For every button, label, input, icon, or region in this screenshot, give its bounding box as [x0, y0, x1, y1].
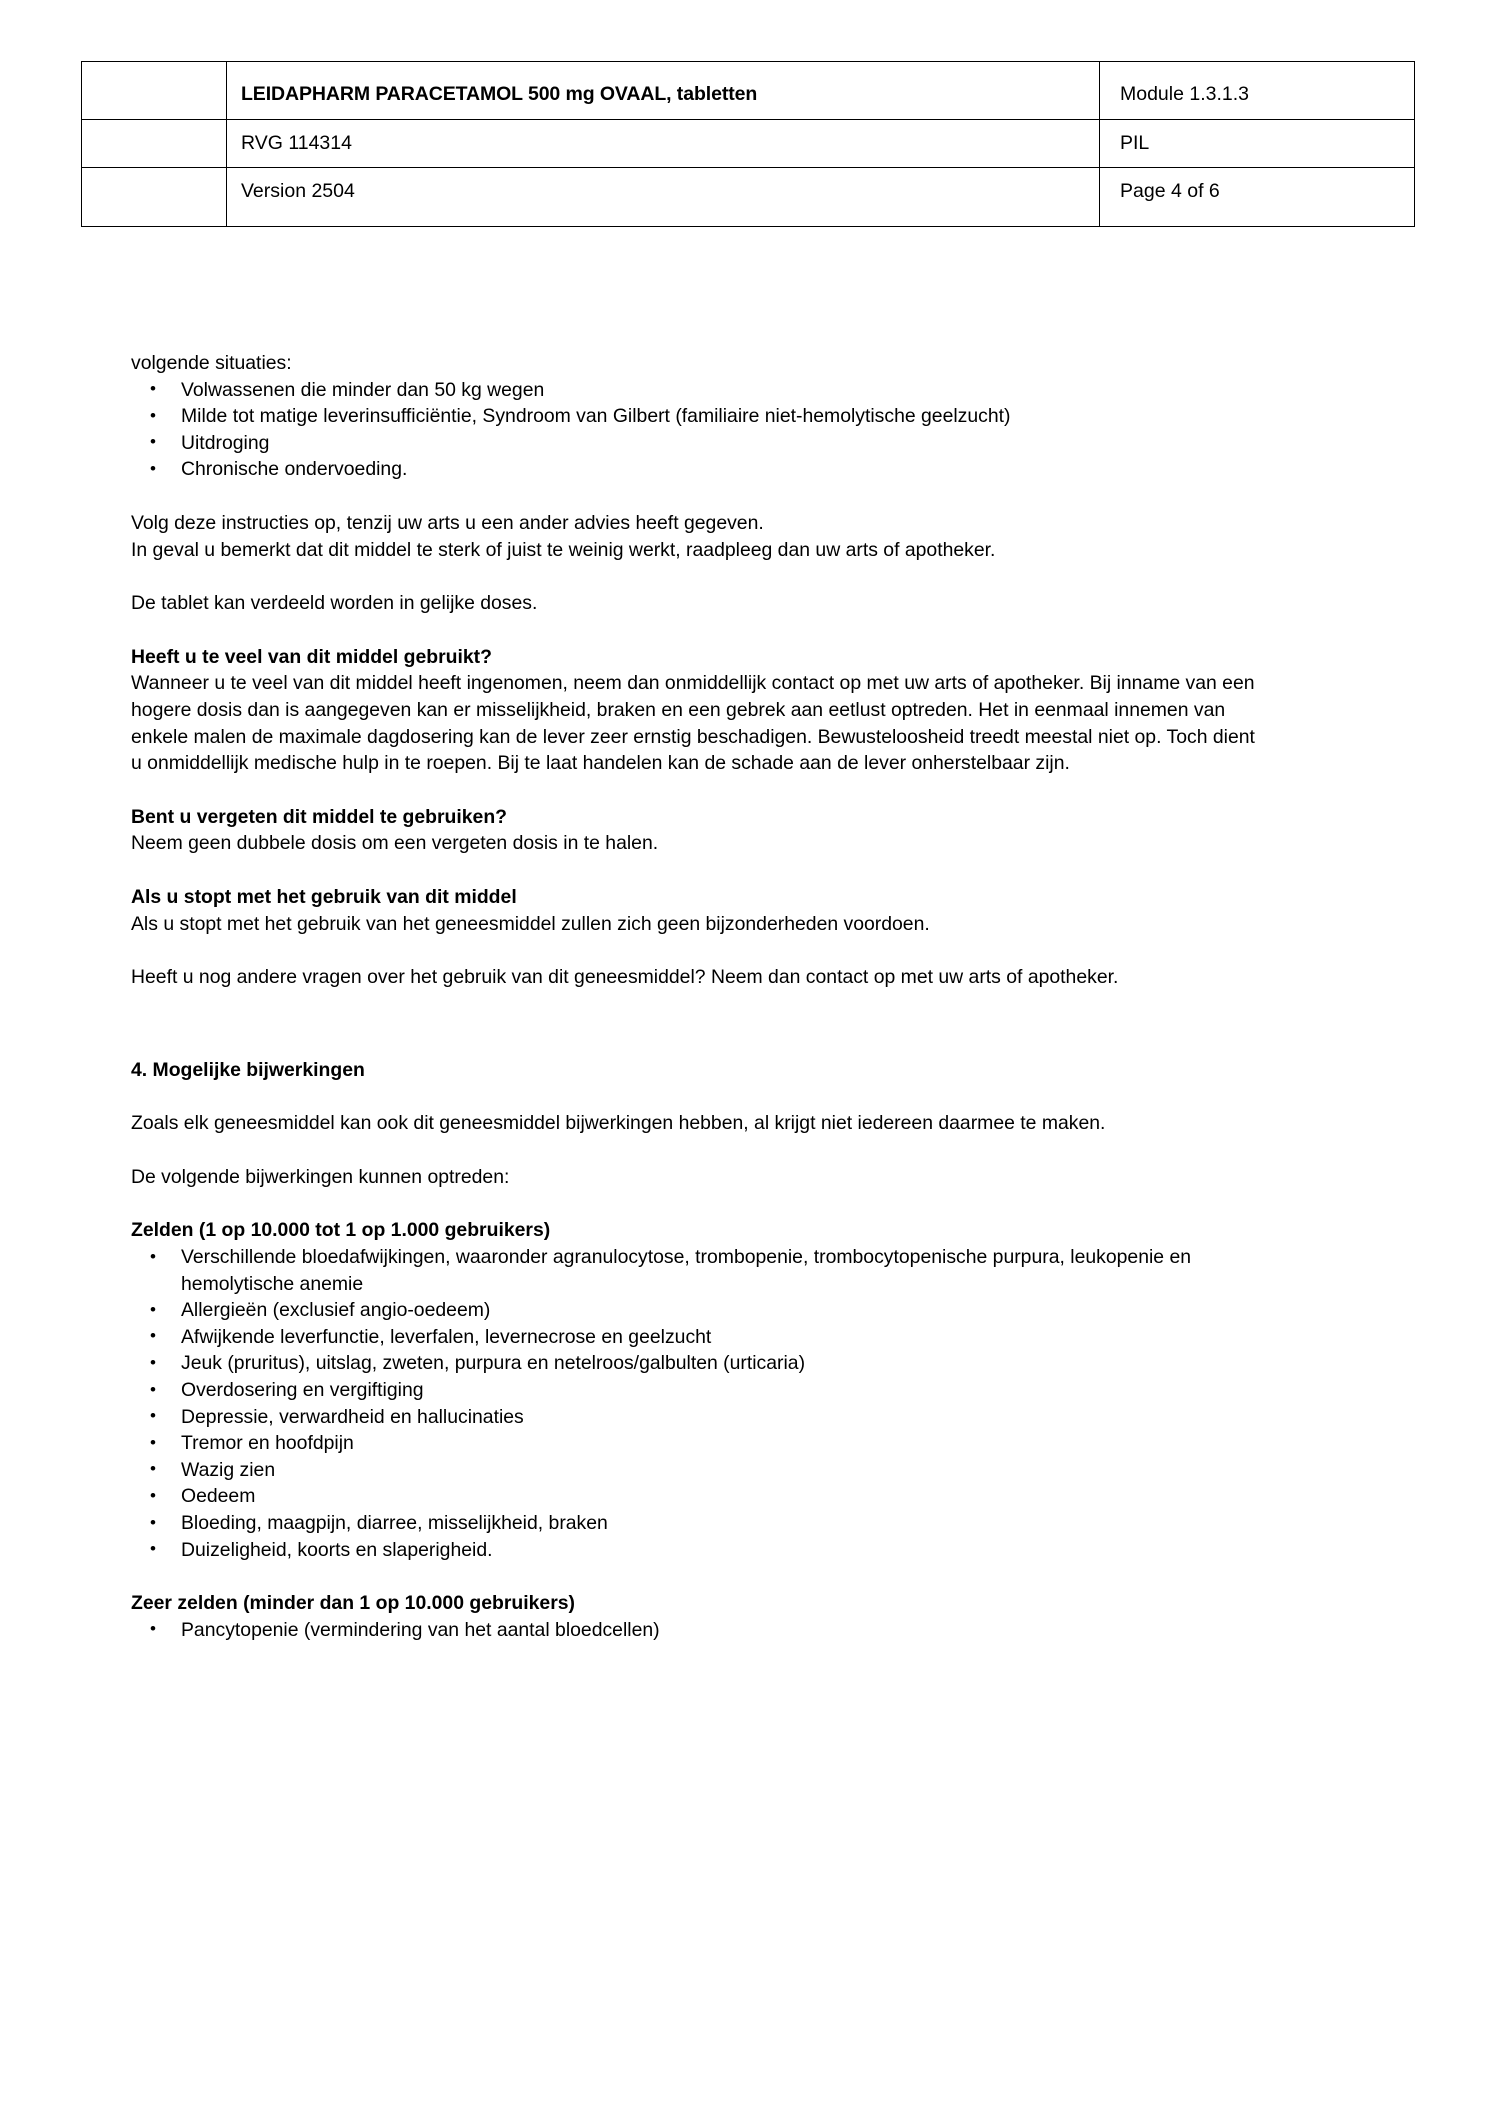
header-page-cell [1100, 168, 1415, 227]
spacer [131, 483, 1311, 510]
spacer [131, 1190, 1311, 1217]
overdose-text: Wanneer u te veel van dit middel heeft ingenomen, neem dan onmiddellijk contact op met uw arts of apotheker. Bij inname van een hogere dosis dan is aangegeven kan er misselijkheid, braken en een gebrek aan eetlust optreden. Het in eenmaal innemen van enkele malen de maximale dagdosering kan de lever zeer ernstig beschadigen. Bewusteloosheid treedt meestal niet op. Toch dient u onmiddellijk medische hulp in te roepen. Bij te laat handelen kan de schade aan de lever onherstelbaar zijn. [131, 672, 1255, 775]
very-rare-side-effects-list [131, 1617, 1311, 1644]
header-doctype-cell [1100, 119, 1415, 168]
instruction-line-1: Volg deze instructies op, tenzij uw arts u een ander advies heeft gegeven. [131, 511, 764, 534]
tablet-split-text: De tablet kan verdeeld worden in gelijke doses. [131, 592, 538, 615]
section-4-lead: De volgende bijwerkingen kunnen optreden: [131, 1165, 510, 1188]
situations-list [131, 377, 1311, 483]
intro-line: volgende situaties: [131, 352, 292, 374]
document-header-table [81, 61, 1415, 227]
list-item: • Wazig zien [131, 1457, 1361, 1484]
spacer [131, 991, 1311, 1057]
list-item: • Verschillende bloedafwijkingen, waaronder agranulocytose, trombopenie, trombocytopenische purpura, leukopenie en hemolytische anemie [131, 1244, 1301, 1297]
list-item: • Volwassenen die minder dan 50 kg wegen [131, 377, 1361, 404]
list-item: • Bloeding, maagpijn, diarree, misselijkheid, braken [131, 1510, 1361, 1537]
list-item: • Duizeligheid, koorts en slaperigheid. [131, 1537, 1361, 1564]
list-item: • Oedeem [131, 1483, 1361, 1510]
header-row-title [82, 62, 1415, 120]
header-row-version [82, 168, 1415, 227]
header-logo-cell-2 [82, 119, 227, 168]
spacer [131, 1083, 1311, 1110]
list-item: • Allergieën (exclusief angio-oedeem) [131, 1297, 1361, 1324]
spacer [131, 777, 1311, 804]
overdose-heading: Heeft u te veel van dit middel gebruikt? [131, 645, 492, 668]
header-version-cell [227, 168, 1100, 227]
rvg-number: RVG 114314 [241, 131, 352, 154]
rare-side-effects-list [131, 1244, 1311, 1563]
spacer [131, 1563, 1311, 1590]
missed-dose-text: Neem geen dubbele dosis om een vergeten dosis in te halen. [131, 832, 659, 855]
stop-use-heading: Als u stopt met het gebruik van dit middel [131, 885, 517, 908]
module-number: Module 1.3.1.3 [1120, 83, 1250, 105]
list-item: • Depressie, verwardheid en hallucinaties [131, 1404, 1361, 1431]
header-module-cell [1100, 62, 1415, 120]
list-item: • Chronische ondervoeding. [131, 456, 1361, 483]
list-item: • Afwijkende leverfunctie, leverfalen, levernecrose en geelzucht [131, 1324, 1361, 1351]
version-number: Version 2504 [241, 180, 355, 202]
list-item: • Jeuk (pruritus), uitslag, zweten, purpura en netelroos/galbulten (urticaria) [131, 1350, 1361, 1377]
header-rvg-cell [227, 119, 1100, 168]
missed-dose-heading: Bent u vergeten dit middel te gebruiken? [131, 805, 508, 828]
product-title: LEIDAPHARM PARACETAMOL 500 mg OVAAL, tabletten [241, 83, 758, 105]
rare-frequency-heading: Zelden (1 op 10.000 tot 1 op 1.000 gebruikers) [131, 1219, 551, 1242]
spacer [131, 1137, 1311, 1164]
list-item: • Tremor en hoofdpijn [131, 1430, 1361, 1457]
further-questions-text: Heeft u nog andere vragen over het gebruik van dit geneesmiddel? Neem dan contact op met uw arts of apotheker. [131, 966, 1119, 989]
spacer [131, 857, 1311, 884]
document-type: PIL [1120, 131, 1150, 154]
section-4-heading: 4. Mogelijke bijwerkingen [131, 1058, 365, 1081]
very-rare-frequency-heading: Zeer zelden (minder dan 1 op 10.000 gebruikers) [131, 1592, 575, 1615]
header-product-cell [227, 62, 1100, 120]
header-logo-cell-3 [82, 168, 227, 227]
spacer [131, 563, 1311, 590]
section-4-intro: Zoals elk geneesmiddel kan ook dit geneesmiddel bijwerkingen hebben, al krijgt niet iedereen daarmee te maken. [131, 1112, 1106, 1135]
list-item: • Overdosering en vergiftiging [131, 1377, 1361, 1404]
page-number: Page 4 of 6 [1120, 180, 1220, 202]
list-item: • Pancytopenie (vermindering van het aantal bloedcellen) [131, 1617, 1361, 1644]
spacer [131, 937, 1311, 964]
stop-use-text: Als u stopt met het gebruik van het geneesmiddel zullen zich geen bijzonderheden voordoen. [131, 912, 930, 935]
list-item: • Uitdroging [131, 430, 1361, 457]
header-row-rvg [82, 119, 1415, 168]
document-body [131, 350, 1311, 1643]
header-logo-cell [82, 62, 227, 120]
spacer [131, 617, 1311, 644]
list-item: • Milde tot matige leverinsufficiëntie, Syndroom van Gilbert (familiaire niet-hemolytische geelzucht) [131, 403, 1361, 430]
instruction-line-2: In geval u bemerkt dat dit middel te sterk of juist te weinig werkt, raadpleeg dan uw arts of apotheker. [131, 538, 996, 561]
